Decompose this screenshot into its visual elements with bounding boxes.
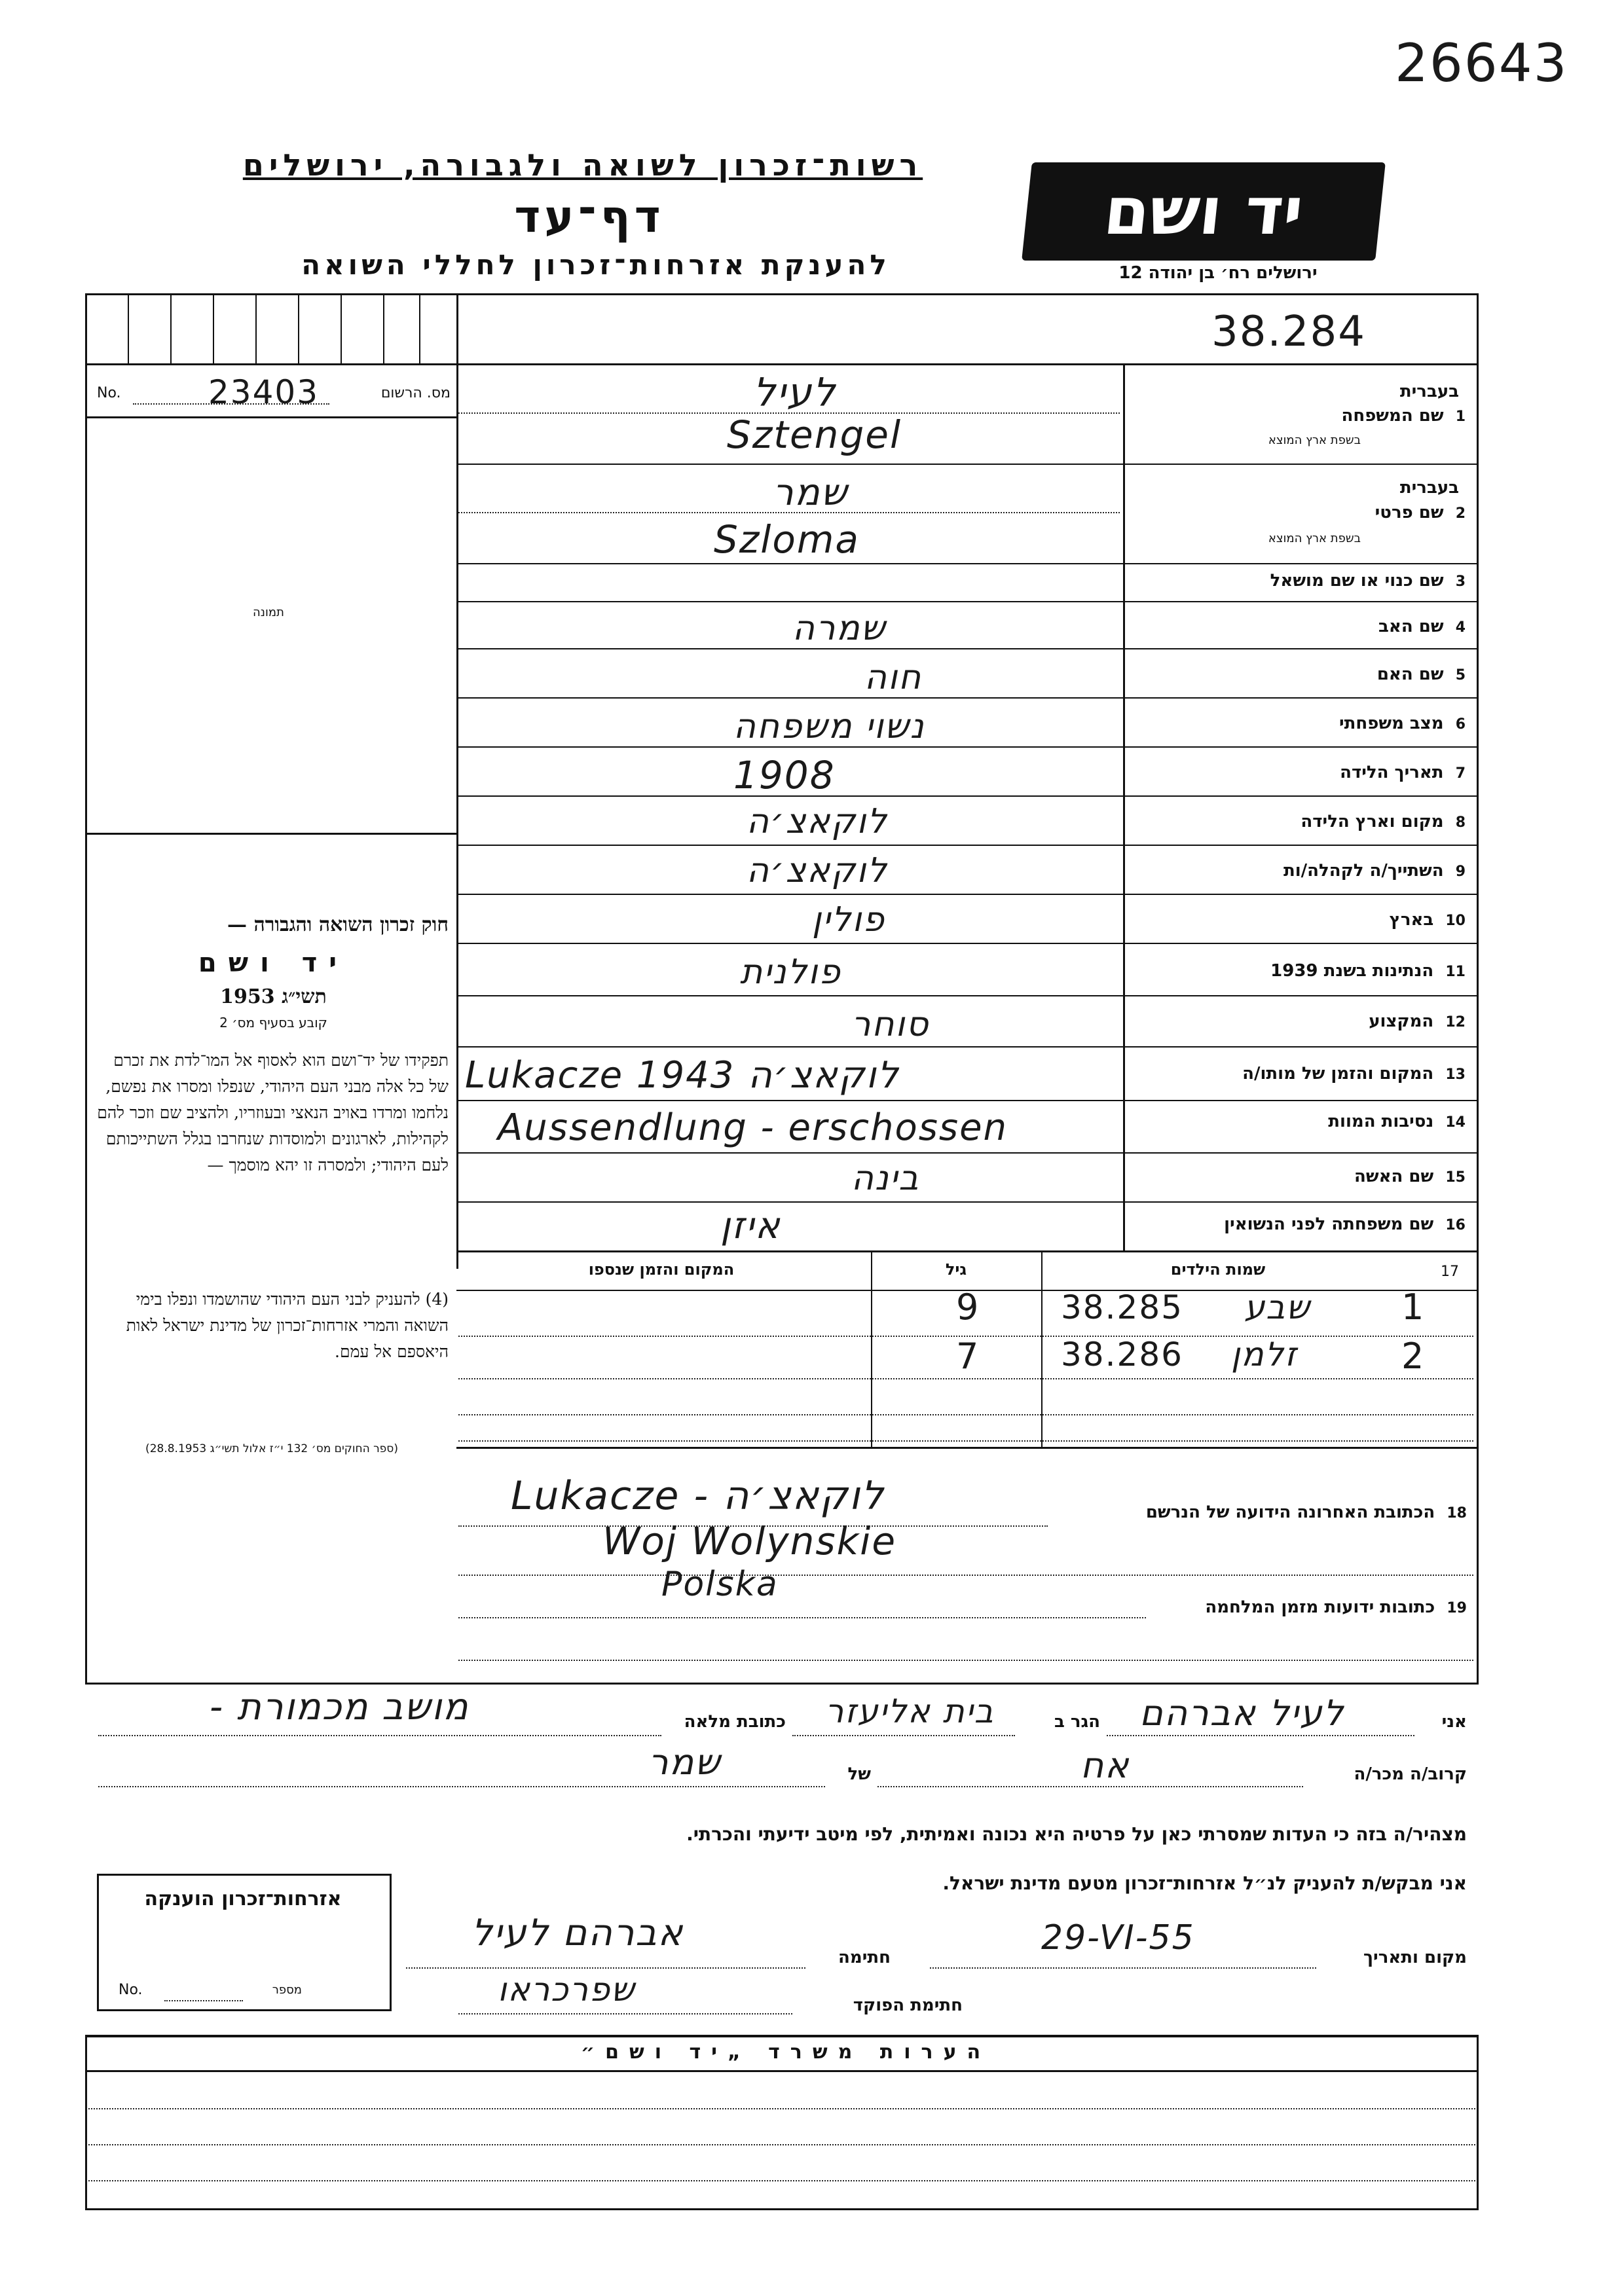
- field-12-label: 12 המקצוע: [1369, 1011, 1466, 1031]
- yad-vashem-logo: [1022, 162, 1386, 261]
- field-3-label: 3 שם כנוי או שם מושאל: [1270, 571, 1466, 591]
- child-1-name: שבע: [1244, 1288, 1311, 1326]
- officer-signature: שפרכראו: [498, 1971, 636, 2009]
- birth-place-value: לוקאצ׳ה: [747, 802, 888, 841]
- registration-no-label: No.: [97, 385, 121, 401]
- field-18-label: 18 הכתובת האחרונה הידועה של הנרשם: [1145, 1503, 1467, 1522]
- declarant-address-label: כתובת מלאה: [684, 1712, 786, 1732]
- first-name-origin-value: Szloma: [714, 517, 860, 562]
- field-4-label: 4 שם האב: [1378, 617, 1466, 636]
- archive-number: 26643: [1395, 33, 1568, 94]
- photo-label: תמונה: [253, 606, 284, 619]
- citizenship-awarded-box: [97, 1874, 392, 2011]
- child-2-ref: 38.286: [1061, 1336, 1183, 1374]
- registration-label: מס. הרשום: [380, 385, 451, 401]
- law-body-clause-4: (4) להעניק לבני העם היהודי שהושמדו ונפלו בימי השואה והמרי אזרחות־זכרון של מדינת ישראל לאות היאספם אל עמם.: [126, 1290, 449, 1361]
- field-19-label: 19 כתובות ידועות מזמן המלחמה: [1205, 1597, 1467, 1617]
- children-col-names: שמות הילדים: [1170, 1260, 1266, 1279]
- first-name-hebrew-value: שמר: [773, 471, 849, 514]
- citizenship-1939-value: פולנית: [740, 953, 841, 992]
- declarant-name-value: לעיל אברהם: [1139, 1692, 1345, 1734]
- registration-number: 23403: [208, 373, 320, 411]
- field-10-label: 10 בארץ: [1389, 910, 1466, 930]
- field-1-sub-hebrew: בעברית: [1399, 382, 1459, 401]
- request-text: אני מבקש/ת להעניק לנ״ל אזרחות־זכרון מטעם מדינת ישראל.: [942, 1872, 1467, 1894]
- field-6-label: 6 מצב משפחתי: [1338, 714, 1466, 733]
- community-value: לוקאצ׳ה: [747, 851, 888, 890]
- last-address-line1: Lukacze - לוקאצ׳ה: [511, 1473, 885, 1519]
- relation-of-value: שמר: [648, 1741, 722, 1783]
- law-source: (ספר החוקים מס׳ 132 י״ז אלול תשי״ג 28.8.1953): [145, 1442, 398, 1455]
- law-year: תשי״ג 1953: [220, 985, 327, 1008]
- wife-maiden-name-value: איזן: [720, 1205, 781, 1247]
- field-2-sub-hebrew: בעברית: [1399, 478, 1459, 498]
- last-address-line3: Polska: [661, 1565, 779, 1604]
- declarant-signature: אברהם לעיל: [471, 1912, 684, 1954]
- surname-hebrew-value: לעיל: [753, 370, 837, 416]
- birth-date-value: 1908: [733, 753, 836, 797]
- child-1-ref: 38.285: [1061, 1288, 1183, 1326]
- logo-text: יד ושם: [1100, 173, 1307, 249]
- relation-value: אח: [1080, 1745, 1130, 1786]
- field-13-label: 13 המקום והזמן של מותו/ה: [1242, 1064, 1466, 1084]
- form-subtitle: להענקת אזרחות־זכרון לחללי השואה: [301, 249, 891, 281]
- law-clause: קובע בסעיף מס׳ 2: [219, 1015, 327, 1030]
- last-address-line2: Woj Wolynskie: [602, 1519, 897, 1563]
- declarant-resides-label: הגר ב: [1054, 1712, 1100, 1732]
- field-2-sub-origin: בשפת ארץ המוצא: [1268, 532, 1361, 545]
- declaration-text: מצהיר/ה בזה כי העדות שמסרתי כאן על פרטיה היא נכונה ואמיתית, לפי מיטב ידיעתי והכרתי.: [686, 1823, 1467, 1845]
- death-place-time-value: Lukacze 1943 לוקאצ׳ה: [465, 1054, 900, 1097]
- field-7-label: 7 תאריך הלידה: [1340, 763, 1466, 782]
- surname-origin-value: Sztengel: [727, 412, 902, 457]
- field-5-label: 5 שם האם: [1376, 665, 1466, 684]
- header-address: ירושלים רח׳ בן יהודה 12: [1118, 263, 1318, 283]
- field-17-number: 17: [1441, 1264, 1459, 1280]
- child-2-age: 7: [956, 1336, 980, 1377]
- field-8-label: 8 מקום וארץ הלידה: [1301, 812, 1466, 831]
- child-2-name: זלמן: [1231, 1336, 1298, 1374]
- field-14-label: 14 נסיבות המוות: [1328, 1112, 1466, 1131]
- place-date-label: מקום ותאריך: [1363, 1948, 1467, 1967]
- citizenship-box-title: אזרחות־זכרון הוענקה: [144, 1887, 342, 1910]
- citizenship-box-number-label: מספר: [272, 1983, 302, 1997]
- relation-label: קרוב/ה מכר/ה: [1354, 1764, 1467, 1784]
- registration-number-row: [97, 373, 454, 411]
- signature-label: חתימה: [838, 1948, 891, 1967]
- citizenship-box-no-label: No.: [119, 1982, 143, 1998]
- declarant-ani-label: אני: [1441, 1712, 1467, 1732]
- marital-status-value: נשוי משפחה: [733, 707, 925, 746]
- top-reference-number: 38.284: [1211, 308, 1366, 356]
- place-date-value: 29-VI-55: [1041, 1918, 1195, 1958]
- law-institution-name: יד ושם: [198, 948, 349, 978]
- office-notes-title: הערות משרד „יד ושם״: [580, 2041, 991, 2064]
- law-title: חוק זכרון השואה והגבורה —: [227, 913, 449, 936]
- field-9-label: 9 השתייך/ה לקהלה/ות: [1283, 861, 1466, 881]
- field-1-label: 1 שם המשפחה: [1341, 406, 1466, 426]
- law-body: תפקידו של יד־ושם הוא לאסוף אל המו־לדת את זכרם של כל אלה מבני העם היהודי, שנפלו ומסרו את נפשם, נלחמו ומרדו באויב הנאצי ובעוזריו, ולהציב שם וזכר להם לקהילות, לארגונים ולמוסדות שנחרבו בגלל השתייכותם לעם היהודי; ולמסרה זו יהא מוסמך —: [97, 1051, 449, 1175]
- child-1-age: 9: [956, 1286, 980, 1328]
- relation-of-label: של: [847, 1764, 871, 1784]
- authority-name: רשות־זכרון לשואה ולגבורה, ירושלים: [242, 147, 923, 183]
- officer-signature-label: חתימת הפוקד: [853, 1995, 963, 2015]
- wife-name-value: בינה: [851, 1159, 920, 1198]
- form-title: דף־עד: [514, 191, 665, 243]
- declarant-city-value: בית אליעזר: [825, 1692, 995, 1730]
- field-2-label: 2 שם פרטי: [1375, 503, 1466, 522]
- profession-value: סוחר: [851, 1005, 930, 1044]
- field-11-label: 11 הנתינות בשנת 1939: [1270, 961, 1466, 981]
- field-16-label: 16 שם משפחתה לפני הנשואין: [1224, 1214, 1466, 1234]
- children-col-age: גיל: [945, 1260, 967, 1279]
- declarant-address-value: מושב מכמורת -: [210, 1686, 470, 1728]
- child-2-number: 2: [1401, 1336, 1426, 1377]
- field-15-label: 15 שם האשה: [1354, 1167, 1466, 1186]
- father-name-value: שמרה: [792, 609, 887, 648]
- mother-name-value: חוה: [864, 658, 923, 697]
- child-1-number: 1: [1401, 1286, 1426, 1328]
- field-1-sub-origin: בשפת ארץ המוצא: [1268, 433, 1361, 447]
- children-col-place: המקום והזמן שנספו: [588, 1260, 735, 1279]
- death-circumstances-value: Aussendlung - erschossen: [498, 1106, 1008, 1149]
- country-value: פולין: [812, 900, 885, 939]
